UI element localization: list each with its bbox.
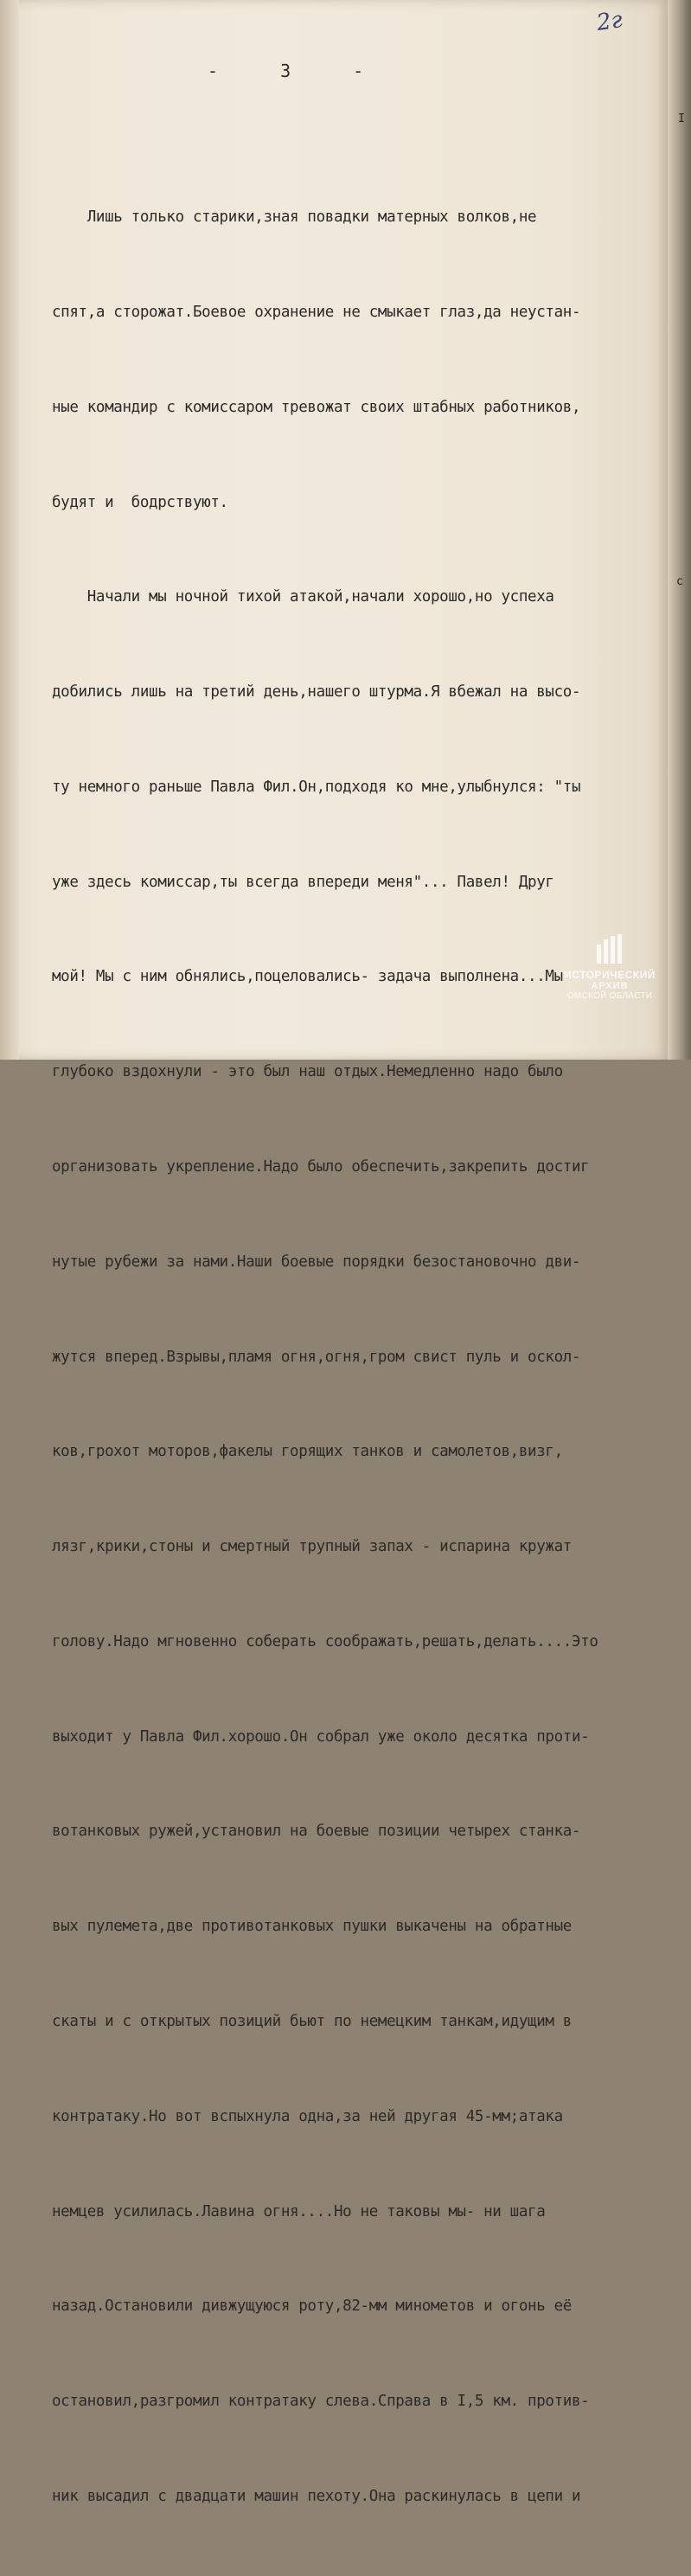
text-line: ту немного раньше Павла Фил.Он,подходя ко мне,улыбнулся: "ты [52, 778, 581, 796]
text-line: голову.Надо мгновенно соберать соображать,решать,делать....Это [52, 1632, 598, 1650]
watermark-line-2: АРХИВ [591, 981, 629, 991]
text-line: ные командир с комиссаром тревожат своих штабных работников, [52, 398, 581, 416]
page-edge [668, 0, 691, 1060]
text-line: назад.Остановили дивжущуюся роту,82-мм минометов и огонь её [52, 2297, 572, 2316]
edge-mark: I [678, 112, 685, 125]
text-line: спят,а сторожат.Боевое охранение не смыкает глаз,да неустан- [52, 303, 581, 321]
text-line: вых пулемета,две противотанковых пушки выкачены на обратные [52, 1918, 572, 1936]
archive-sheet-number: 2г [595, 7, 624, 36]
text-line: жутся вперед.Взрывы,пламя огня,огня,гром свист пуль и оскол- [52, 1348, 581, 1366]
text-line: организовать укрепление.Надо было обеспечить,закрепить достиг [52, 1158, 590, 1176]
text-line: немцев усилилась.Лавина огня....Но не таковы мы- ни шага [52, 2202, 546, 2220]
text-line: ник высадил с двадцати машин пехоту.Она раскинулась в цепи и [52, 2487, 581, 2505]
watermark-line-1: ИСТОРИЧЕСКИЙ [564, 969, 656, 981]
archive-watermark [553, 934, 666, 1001]
text-line: уже здесь комиссар,ты всегда впереди меня"... Павел! Друг [52, 873, 554, 891]
text-line: нутые рубежи за нами.Наши боевые порядки безостановочно дви- [52, 1253, 581, 1271]
page-number: - 3 - [208, 61, 390, 81]
text-line: скаты и с открытых позиций бьют по немецким танкам,идущим в [52, 2013, 572, 2031]
watermark-line-3: ОМСКОЙ ОБЛАСТИ [566, 991, 653, 1001]
text-line: добились лишь на третий день,нашего штурма.Я вбежал на высо- [52, 683, 581, 702]
text-line: контратаку.Но вот вспыхнула одна,за ней другая 45-мм;атака [52, 2107, 563, 2125]
text-line: вотанковых ружей,установил на боевые позиции четырех станка- [52, 1823, 581, 1841]
text-line: глубоко вздохнули - это был наш отдых.Немедленно надо было [52, 1063, 563, 1081]
text-line: ков,грохот моторов,факелы горящих танков и самолетов,визг, [52, 1443, 563, 1461]
typewritten-text [52, 138, 675, 2576]
text-line: Начали мы ночной тихой атакой,начали хорошо,но успеха [52, 588, 554, 606]
text-line: мой! Мы с ним обнялись,поцеловались- задача выполнена...Мы [52, 968, 563, 986]
text-line: Лишь только старики,зная повадки матерных волков,не [52, 208, 537, 227]
text-line: будят и бодрствуют. [52, 493, 228, 511]
text-line: лязг,крики,стоны и смертный трупный запах - испарина кружат [52, 1538, 572, 1556]
archive-logo-icon [595, 934, 624, 964]
text-line: выходит у Павла Фил.хорошо.Он собрал уже около десятка проти- [52, 1727, 590, 1746]
text-line: остановил,разгромил контратаку слева.Справа в I,5 км. против- [52, 2393, 590, 2411]
edge-mark: с [676, 575, 683, 588]
